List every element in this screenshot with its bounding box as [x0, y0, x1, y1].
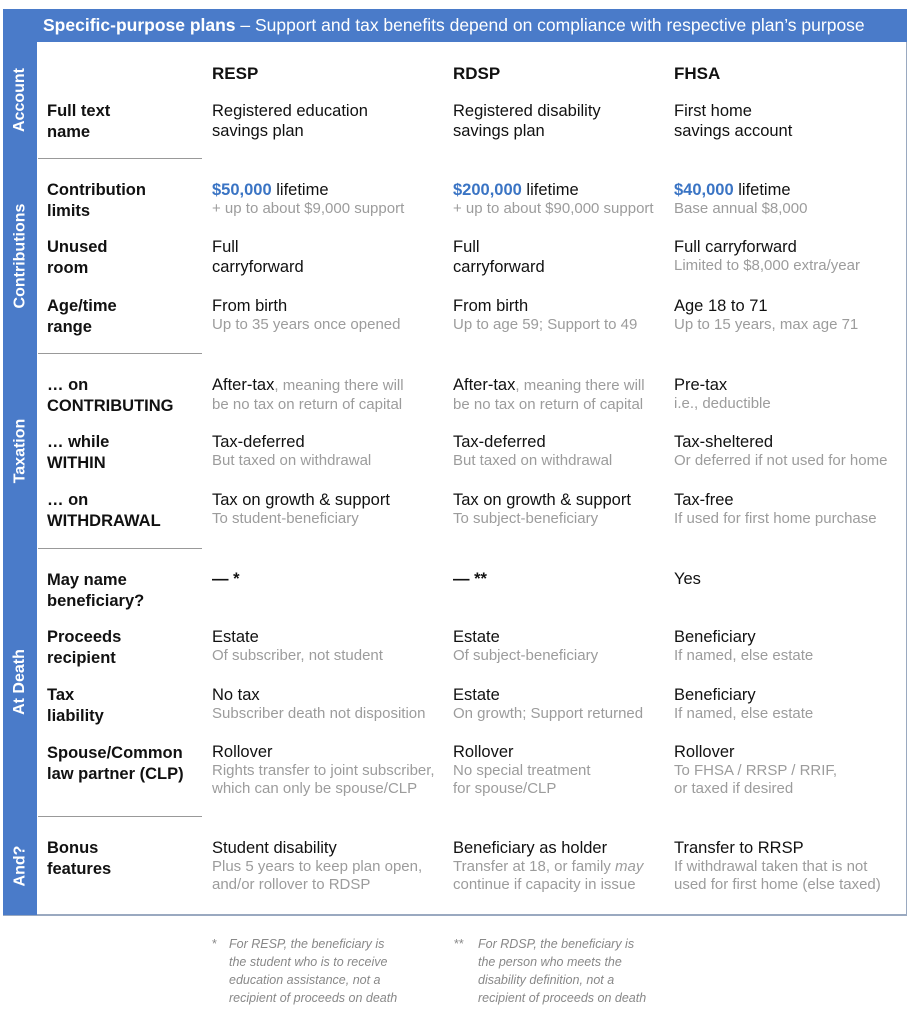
cell-sub: To student-beneficiary [212, 510, 359, 527]
cell-rdsp-contribution-limits [453, 180, 693, 218]
cell-main: Estate [212, 628, 259, 646]
divider [38, 158, 202, 159]
cell-main: Beneficiary [674, 686, 756, 704]
cell-fhsa-tax-liability [674, 685, 912, 723]
cell-sub: If named, else estate [674, 705, 814, 722]
row-label-line: liability [47, 707, 104, 725]
cell-fhsa-spouse-clp [674, 742, 912, 798]
limit-word: lifetime [733, 181, 791, 199]
cell-sub: Subscriber death not disposition [212, 705, 426, 722]
cell-sub: Plus 5 years to keep plan open, [212, 858, 423, 875]
cell-main: Rollover [674, 743, 735, 761]
cell-main: Registered disability [453, 102, 601, 120]
footnote-line: recipient of proceeds on death [229, 991, 398, 1005]
cell-main: No tax [212, 686, 260, 704]
cell-rdsp-on-withdrawal [453, 490, 693, 528]
cell-main: Beneficiary [674, 628, 756, 646]
cell-sub: Of subscriber, not student [212, 647, 383, 664]
divider [38, 353, 202, 354]
limit-amount: $200,000 [453, 181, 522, 199]
row-label-spouse-clp [47, 743, 212, 785]
cell-fhsa-age-range [674, 296, 912, 334]
cell-inline-note: , meaning there will [274, 377, 404, 394]
footnote-line: education assistance, not a [229, 973, 381, 987]
cell-main: Tax-free [674, 491, 734, 509]
row-label-line: beneficiary? [47, 592, 145, 610]
table-bottom-border [3, 915, 907, 916]
row-label-bonus-features [47, 838, 205, 880]
cell-fhsa-on-contributing [674, 375, 912, 413]
cell-rdsp-name-beneficiary: — ** [453, 570, 487, 588]
table-title [3, 9, 907, 42]
row-label-line: Spouse/Common [47, 744, 183, 762]
cell-rdsp-proceeds-recipient [453, 627, 693, 665]
cell-main: Full [453, 238, 480, 256]
cell-resp-proceeds-recipient [212, 627, 452, 665]
cell-sub: which can only be spouse/CLP [212, 780, 418, 797]
cell-sub-emphasis: may [615, 858, 644, 875]
cell-rdsp-spouse-clp [453, 742, 693, 798]
cell-sub: If used for first home purchase [674, 510, 877, 527]
cell-sub: On growth; Support returned [453, 705, 644, 722]
title-bold: Specific-purpose plans [43, 15, 236, 35]
section-label-account: Account [11, 68, 28, 132]
section-at-death [3, 548, 37, 816]
cell-main: Rollover [453, 743, 514, 761]
section-label-taxation: Taxation [11, 418, 29, 483]
cell-resp-contribution-limits [212, 180, 452, 218]
cell-main: Rollover [212, 743, 273, 761]
limit-word: lifetime [521, 181, 579, 199]
row-label-line: limits [47, 202, 91, 220]
cell-fhsa-bonus-features [674, 838, 912, 894]
cell-fhsa-unused-room [674, 237, 912, 275]
divider [38, 548, 202, 549]
cell-main: Student disability [212, 839, 337, 857]
cell-fhsa-proceeds-recipient [674, 627, 912, 665]
cell-inline-note: , meaning there will [515, 377, 645, 394]
cell-main: Registered education [212, 102, 368, 120]
cell-main: carryforward [453, 258, 545, 276]
cell-sub: for spouse/CLP [453, 780, 557, 797]
row-label-line: Contribution [47, 181, 146, 199]
cell-rdsp-bonus-features [453, 838, 693, 894]
cell-resp-while-within [212, 432, 452, 470]
cell-main: Estate [453, 686, 500, 704]
cell-main: Age 18 to 71 [674, 297, 768, 315]
cell-sub: Of subject-beneficiary [453, 647, 599, 664]
cell-fhsa-on-withdrawal [674, 490, 912, 528]
row-label-name-beneficiary [47, 570, 205, 612]
cell-fhsa-while-within [674, 432, 912, 470]
cell-main: savings account [674, 122, 793, 140]
cell-sub: i.e., deductible [674, 395, 771, 412]
cell-main: Tax-deferred [453, 433, 546, 451]
row-label-while-within [47, 432, 205, 474]
cell-sub: If named, else estate [674, 647, 814, 664]
cell-rdsp-on-contributing [453, 375, 693, 414]
cell-main: carryforward [212, 258, 304, 276]
cell-main: From birth [453, 297, 529, 315]
cell-main: Transfer to RRSP [674, 839, 804, 857]
title-rest: – Support and tax benefits depend on compliance with respective plan’s purpose [235, 15, 865, 35]
row-label-on-contributing [47, 375, 205, 417]
column-header-resp: RESP [212, 64, 259, 83]
cell-sub: To subject-beneficiary [453, 510, 599, 527]
cell-main: Tax-deferred [212, 433, 305, 451]
cell-resp-tax-liability [212, 685, 452, 723]
limit-word: lifetime [271, 181, 329, 199]
row-label-proceeds-recipient [47, 627, 205, 669]
row-label-line: Unused [47, 238, 108, 256]
cell-sub: + up to about $9,000 support [212, 200, 405, 217]
cell-fhsa-full-name [674, 101, 912, 141]
row-label-line: law partner (CLP) [47, 765, 184, 783]
row-label-on-withdrawal [47, 490, 205, 532]
cell-sub: or taxed if desired [674, 780, 794, 797]
row-label-line: … on [47, 376, 89, 394]
cell-rdsp-tax-liability [453, 685, 693, 723]
row-label-line: CONTRIBUTING [47, 397, 174, 415]
cell-main: Full [212, 238, 239, 256]
footnote-line: disability definition, not a [478, 973, 615, 987]
row-label-unused-room [47, 237, 205, 279]
section-label-and: And? [11, 845, 28, 886]
row-label-line: room [47, 259, 89, 277]
cell-main: After-tax [453, 376, 516, 394]
row-label-full-name [47, 101, 205, 143]
cell-sub: be no tax on return of capital [453, 396, 644, 413]
section-label-contributions: Contributions [11, 203, 28, 308]
cell-sub: used for first home (else taxed) [674, 876, 881, 893]
row-label-line: recipient [47, 649, 116, 667]
row-label-line: WITHIN [47, 454, 106, 472]
cell-resp-full-name [212, 101, 452, 141]
section-and [3, 816, 37, 915]
cell-sub: Limited to $8,000 extra/year [674, 257, 860, 274]
cell-resp-age-range [212, 296, 452, 334]
row-label-line: range [47, 318, 92, 336]
cell-sub: If withdrawal taken that is not [674, 858, 868, 875]
cell-sub: Up to 15 years, max age 71 [674, 316, 859, 333]
cell-sub: Rights transfer to joint subscriber, [212, 762, 435, 779]
cell-main: Tax on growth & support [212, 491, 390, 509]
column-header-fhsa: FHSA [674, 64, 721, 83]
section-account [3, 42, 37, 158]
cell-main: Tax on growth & support [453, 491, 631, 509]
footnote-line: the person who meets the [478, 955, 622, 969]
cell-resp-on-withdrawal [212, 490, 452, 528]
section-taxation [3, 353, 37, 548]
row-label-line: WITHDRAWAL [47, 512, 161, 530]
cell-resp-bonus-features [212, 838, 452, 894]
cell-sub: be no tax on return of capital [212, 396, 403, 413]
footnote-line: For RESP, the beneficiary is [229, 937, 385, 951]
cell-main: From birth [212, 297, 288, 315]
limit-amount: $50,000 [212, 181, 272, 199]
cell-sub: Or deferred if not used for home [674, 452, 888, 469]
row-label-line: features [47, 860, 112, 878]
cell-rdsp-unused-room [453, 237, 693, 277]
cell-main: After-tax [212, 376, 275, 394]
cell-sub: continue if capacity in issue [453, 876, 636, 893]
cell-rdsp-age-range [453, 296, 693, 334]
cell-main: savings plan [212, 122, 304, 140]
cell-resp-unused-room [212, 237, 452, 277]
footnote-marker: * [212, 937, 217, 951]
footnote-line: the student who is to receive [229, 955, 388, 969]
cell-resp-name-beneficiary: — * [212, 570, 240, 588]
row-label-line: Age/time [47, 297, 117, 315]
row-label-line: Full text [47, 102, 111, 120]
cell-sub: But taxed on withdrawal [212, 452, 372, 469]
cell-sub: Base annual $8,000 [674, 200, 808, 217]
cell-resp-on-contributing [212, 375, 452, 414]
cell-sub: To FHSA / RRSP / RRIF, [674, 762, 838, 779]
cell-main: First home [674, 102, 752, 120]
row-label-line: … while [47, 433, 110, 451]
column-header-rdsp: RDSP [453, 64, 501, 83]
cell-sub: Transfer at 18, or family [453, 858, 615, 875]
cell-sub: and/or rollover to RDSP [212, 876, 371, 893]
cell-sub: Up to age 59; Support to 49 [453, 316, 638, 333]
cell-main: Estate [453, 628, 500, 646]
limit-amount: $40,000 [674, 181, 734, 199]
section-label-at-death: At Death [11, 649, 28, 715]
row-label-line: Bonus [47, 839, 99, 857]
footnote-line: recipient of proceeds on death [478, 991, 647, 1005]
row-label-line: … on [47, 491, 89, 509]
row-label-contribution-limits [47, 180, 205, 222]
divider [38, 816, 202, 817]
cell-main: savings plan [453, 122, 545, 140]
cell-main: Pre-tax [674, 376, 728, 394]
section-contributions [3, 158, 37, 353]
cell-fhsa-name-beneficiary: Yes [674, 570, 701, 588]
cell-fhsa-contribution-limits [674, 180, 912, 218]
cell-main: Beneficiary as holder [453, 839, 608, 857]
footnote-line: For RDSP, the beneficiary is [478, 937, 635, 951]
footnote-marker: ** [454, 937, 464, 951]
row-label-line: Proceeds [47, 628, 122, 646]
row-label-line: name [47, 123, 91, 141]
cell-main: Full carryforward [674, 238, 797, 256]
row-label-line: Tax [47, 686, 75, 704]
row-label-tax-liability [47, 685, 205, 727]
cell-sub: But taxed on withdrawal [453, 452, 613, 469]
row-label-age-range [47, 296, 205, 338]
cell-sub: No special treatment [453, 762, 591, 779]
cell-resp-spouse-clp [212, 742, 452, 798]
cell-sub: + up to about $90,000 support [453, 200, 654, 217]
cell-sub: Up to 35 years once opened [212, 316, 401, 333]
row-label-line: May name [47, 571, 127, 589]
cell-rdsp-full-name [453, 101, 693, 141]
cell-rdsp-while-within [453, 432, 693, 470]
cell-main: Tax-sheltered [674, 433, 774, 451]
